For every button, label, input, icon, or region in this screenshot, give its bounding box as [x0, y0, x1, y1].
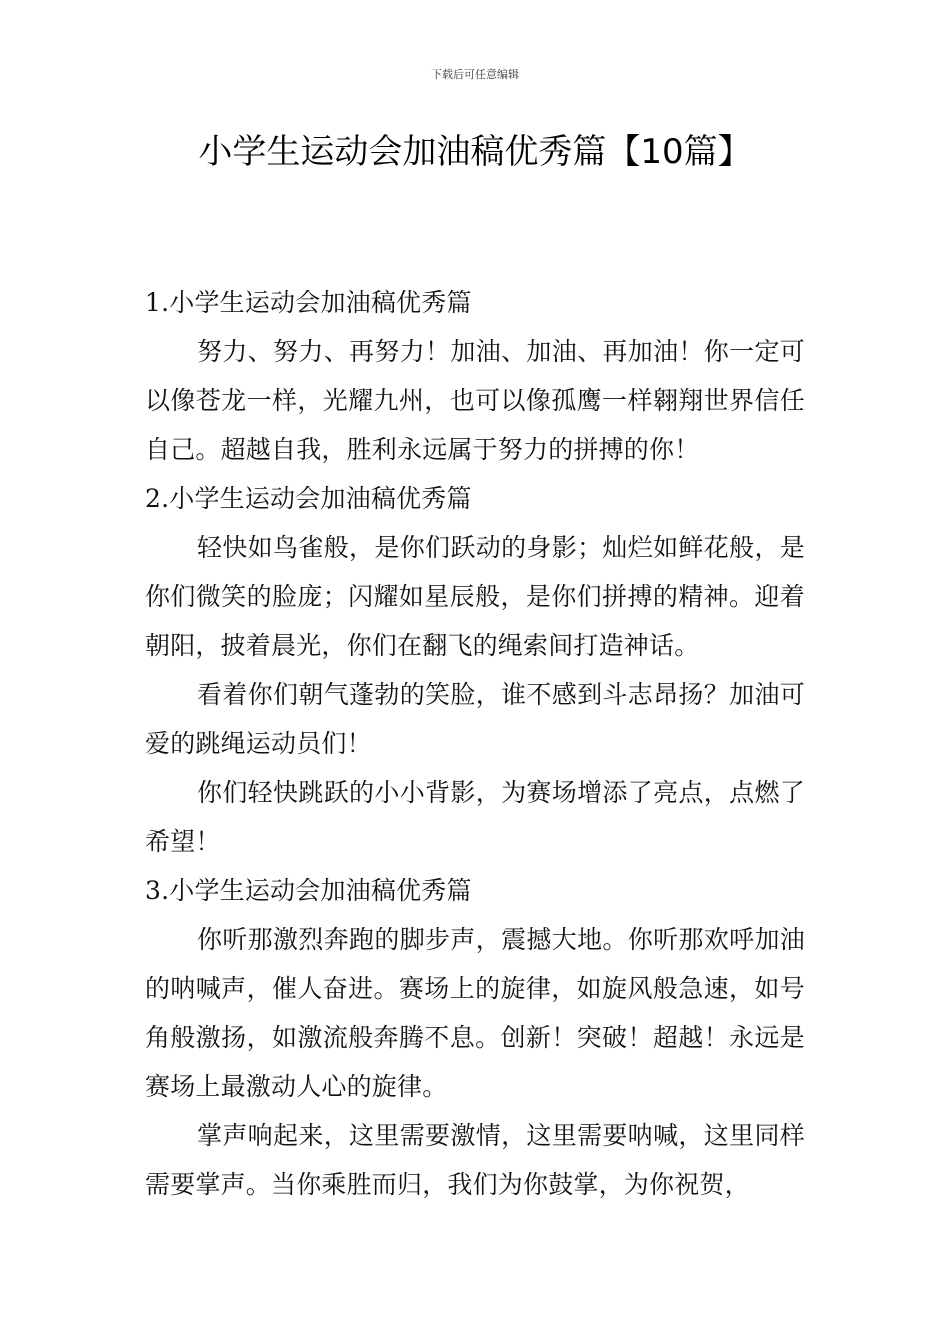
section-3 — [145, 866, 805, 1209]
paragraph: 你们轻快跳跃的小小背影，为赛场增添了亮点，点燃了希望！ — [145, 778, 805, 856]
document-body — [145, 278, 805, 1209]
paragraph: 你听那激烈奔跑的脚步声，震撼大地。你听那欢呼加油的呐喊声，催人奋进。赛场上的旋律，如旋风般急速，如号角般激扬，如激流般奔腾不息。创新！突破！超越！永远是赛场上最激动人心的旋律。 — [145, 925, 805, 1101]
document-title: 小学生运动会加油稿优秀篇【10篇】 — [198, 132, 752, 172]
section-2 — [145, 474, 805, 866]
header-note: 下载后可任意编辑 — [431, 68, 519, 81]
paragraph: 掌声响起来，这里需要激情，这里需要呐喊，这里同样需要掌声。当你乘胜而归，我们为你鼓掌，为你祝贺， — [145, 1121, 805, 1199]
section-heading: 3.小学生运动会加油稿优秀篇 — [145, 876, 472, 905]
section-heading: 2.小学生运动会加油稿优秀篇 — [145, 484, 472, 513]
paragraph: 轻快如鸟雀般，是你们跃动的身影；灿烂如鲜花般，是你们微笑的脸庞；闪耀如星辰般，是你们拼搏的精神。迎着朝阳，披着晨光，你们在翻飞的绳索间打造神话。 — [145, 533, 805, 660]
section-1 — [145, 278, 805, 474]
section-heading: 1.小学生运动会加油稿优秀篇 — [145, 288, 472, 317]
paragraph: 努力、努力、再努力！加油、加油、再加油！你一定可以像苍龙一样，光耀九州，也可以像孤鹰一样翱翔世界信任自己。超越自我，胜利永远属于努力的拼搏的你！ — [145, 337, 805, 464]
paragraph: 看着你们朝气蓬勃的笑脸，谁不感到斗志昂扬？加油可爱的跳绳运动员们！ — [145, 680, 805, 758]
